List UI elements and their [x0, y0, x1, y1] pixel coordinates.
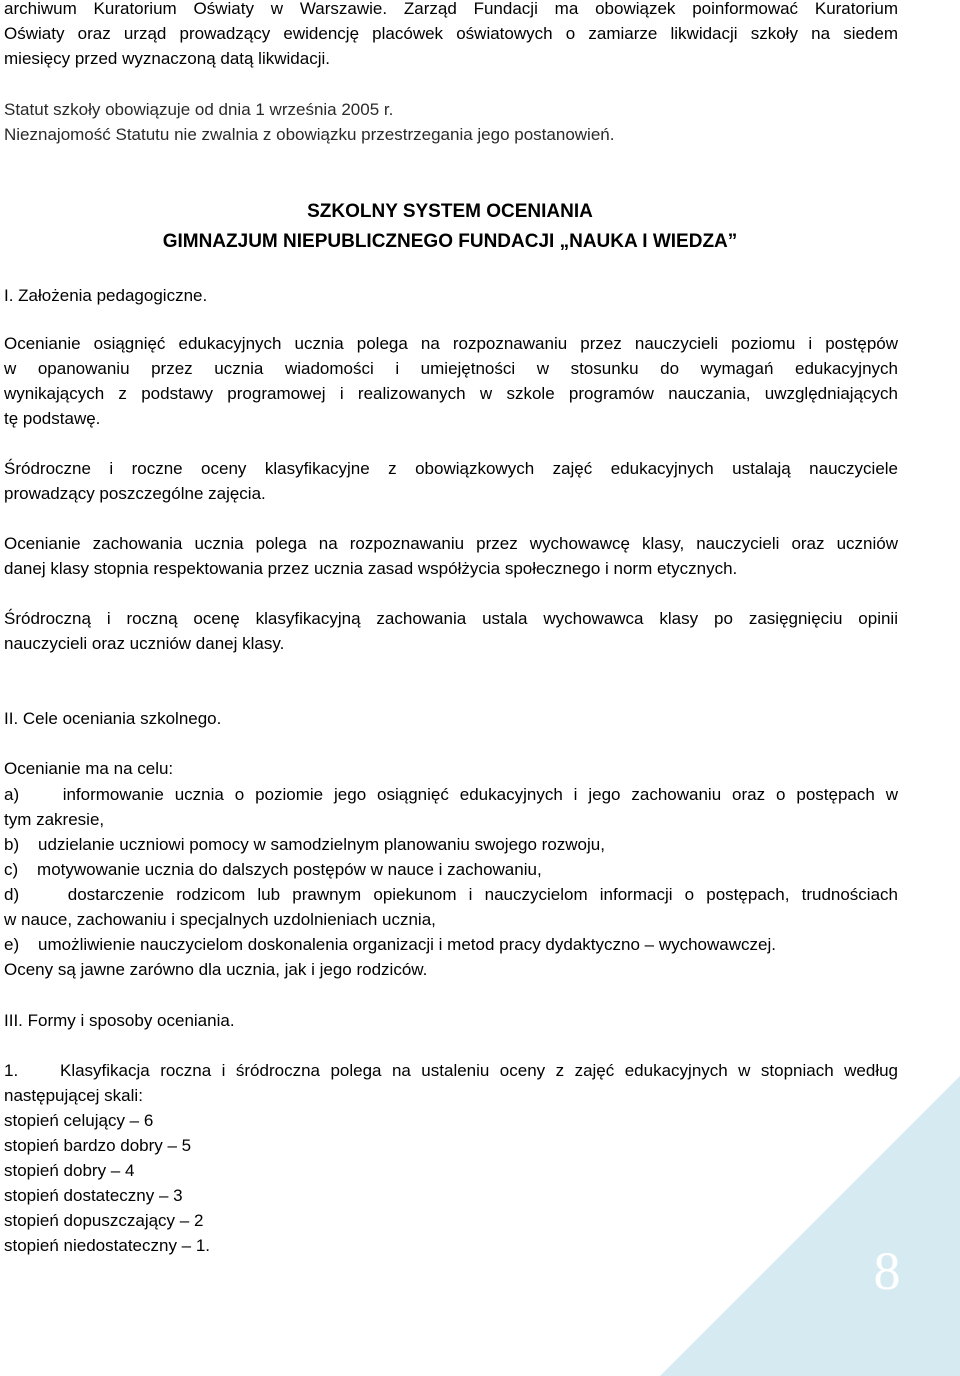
page-number: 8 [873, 1241, 901, 1301]
s2-closing: Oceny są jawne zarówno dla ucznia, jak i jego rodziców. [4, 960, 428, 979]
intro-line-3: miesięcy przed wyznaczoną datą likwidacji. [4, 49, 330, 68]
grade-scale-item: stopień dostateczny – 3 [4, 1186, 183, 1205]
statute-notice: Nieznajomość Statutu nie zwalnia z obowiązku przestrzegania jego postanowień. [4, 125, 615, 144]
s1-p3-line-1: Ocenianie zachowania ucznia polega na rozpoznawaniu przez wychowawcę klasy, nauczycieli oraz uczniów [4, 534, 898, 553]
s1-p4-line-1: Śródroczną i roczną ocenę klasyfikacyjną zachowania ustala wychowawca klasy po zasięgnięciu opinii [4, 609, 898, 628]
page-corner-decoration [660, 1076, 960, 1376]
s2-item-c: c) motywowanie ucznia do dalszych postępów w nauce i zachowaniu, [4, 860, 542, 879]
s2-intro: Ocenianie ma na celu: [4, 759, 174, 778]
s1-p4-line-2: nauczycieli oraz uczniów danej klasy. [4, 634, 285, 653]
intro-line-1: archiwum Kuratorium Oświaty w Warszawie. Zarząd Fundacji ma obowiązek poinformować Kuratorium [4, 0, 898, 18]
s2-item-d-line-1: d) dostarczenie rodzicom lub prawnym opiekunom i nauczycielom informacji o postępach, trudnościach [4, 885, 898, 904]
intro-line-2: Oświaty oraz urząd prowadzący ewidencję placówek oświatowych o zamiarze likwidacji szkoły na siedem [4, 24, 898, 43]
grade-scale-item: stopień dopuszczający – 2 [4, 1211, 204, 1230]
s1-p1-line-2: w opanowaniu przez ucznia wiadomości i umiejętności w stosunku do wymagań edukacyjnych [4, 359, 898, 378]
grade-scale-item: stopień bardzo dobry – 5 [4, 1136, 192, 1155]
document-title: SZKOLNY SYSTEM OCENIANIA [307, 201, 593, 222]
s2-item-b: b) udzielanie uczniowi pomocy w samodzielnym planowaniu swojego rozwoju, [4, 835, 605, 854]
s1-p2-line-1: Śródroczne i roczne oceny klasyfikacyjne z obowiązkowych zajęć edukacyjnych ustalają nauczyciele [4, 459, 898, 478]
section-1-heading: I. Założenia pedagogiczne. [4, 286, 208, 305]
s1-p2-line-2: prowadzący poszczególne zajęcia. [4, 484, 266, 503]
grade-scale-item: stopień celujący – 6 [4, 1111, 154, 1130]
statute-date: Statut szkoły obowiązuje od dnia 1 września 2005 r. [4, 100, 394, 119]
s1-p1-line-4: tę podstawę. [4, 409, 101, 428]
s1-p1-line-3: wynikających z podstawy programowej i realizowanych w szkole programów nauczania, uwzględniających [4, 384, 898, 403]
grade-scale-item: stopień niedostateczny – 1. [4, 1236, 211, 1255]
s2-item-d-line-2: w nauce, zachowaniu i specjalnych uzdolnieniach ucznia, [4, 910, 436, 929]
s1-p3-line-2: danej klasy stopnia respektowania przez ucznia zasad współżycia społecznego i norm etycznych. [4, 559, 738, 578]
grade-scale-item: stopień dobry – 4 [4, 1161, 135, 1180]
s3-item-1-line-2: następującej skali: [4, 1086, 143, 1105]
s2-item-a-line-1: a) informowanie ucznia o poziomie jego osiągnięć edukacyjnych i jego zachowaniu oraz o postępach w [4, 785, 898, 804]
section-2-heading: II. Cele oceniania szkolnego. [4, 709, 222, 728]
section-3-heading: III. Formy i sposoby oceniania. [4, 1011, 235, 1030]
document-subtitle: GIMNAZJUM NIEPUBLICZNEGO FUNDACJI „NAUKA I WIEDZA” [162, 231, 738, 252]
s3-item-1-line-1: 1. Klasyfikacja roczna i śródroczna polega na ustaleniu oceny z zajęć edukacyjnych w stopniach według [4, 1061, 898, 1080]
s1-p1-line-1: Ocenianie osiągnięć edukacyjnych ucznia polega na rozpoznawaniu przez nauczycieli poziomu i postępów [4, 334, 898, 353]
s2-item-e: e) umożliwienie nauczycielom doskonalenia organizacji i metod pracy dydaktyczno – wychowawczej. [4, 935, 776, 954]
s2-item-a-line-2: tym zakresie, [4, 810, 105, 829]
